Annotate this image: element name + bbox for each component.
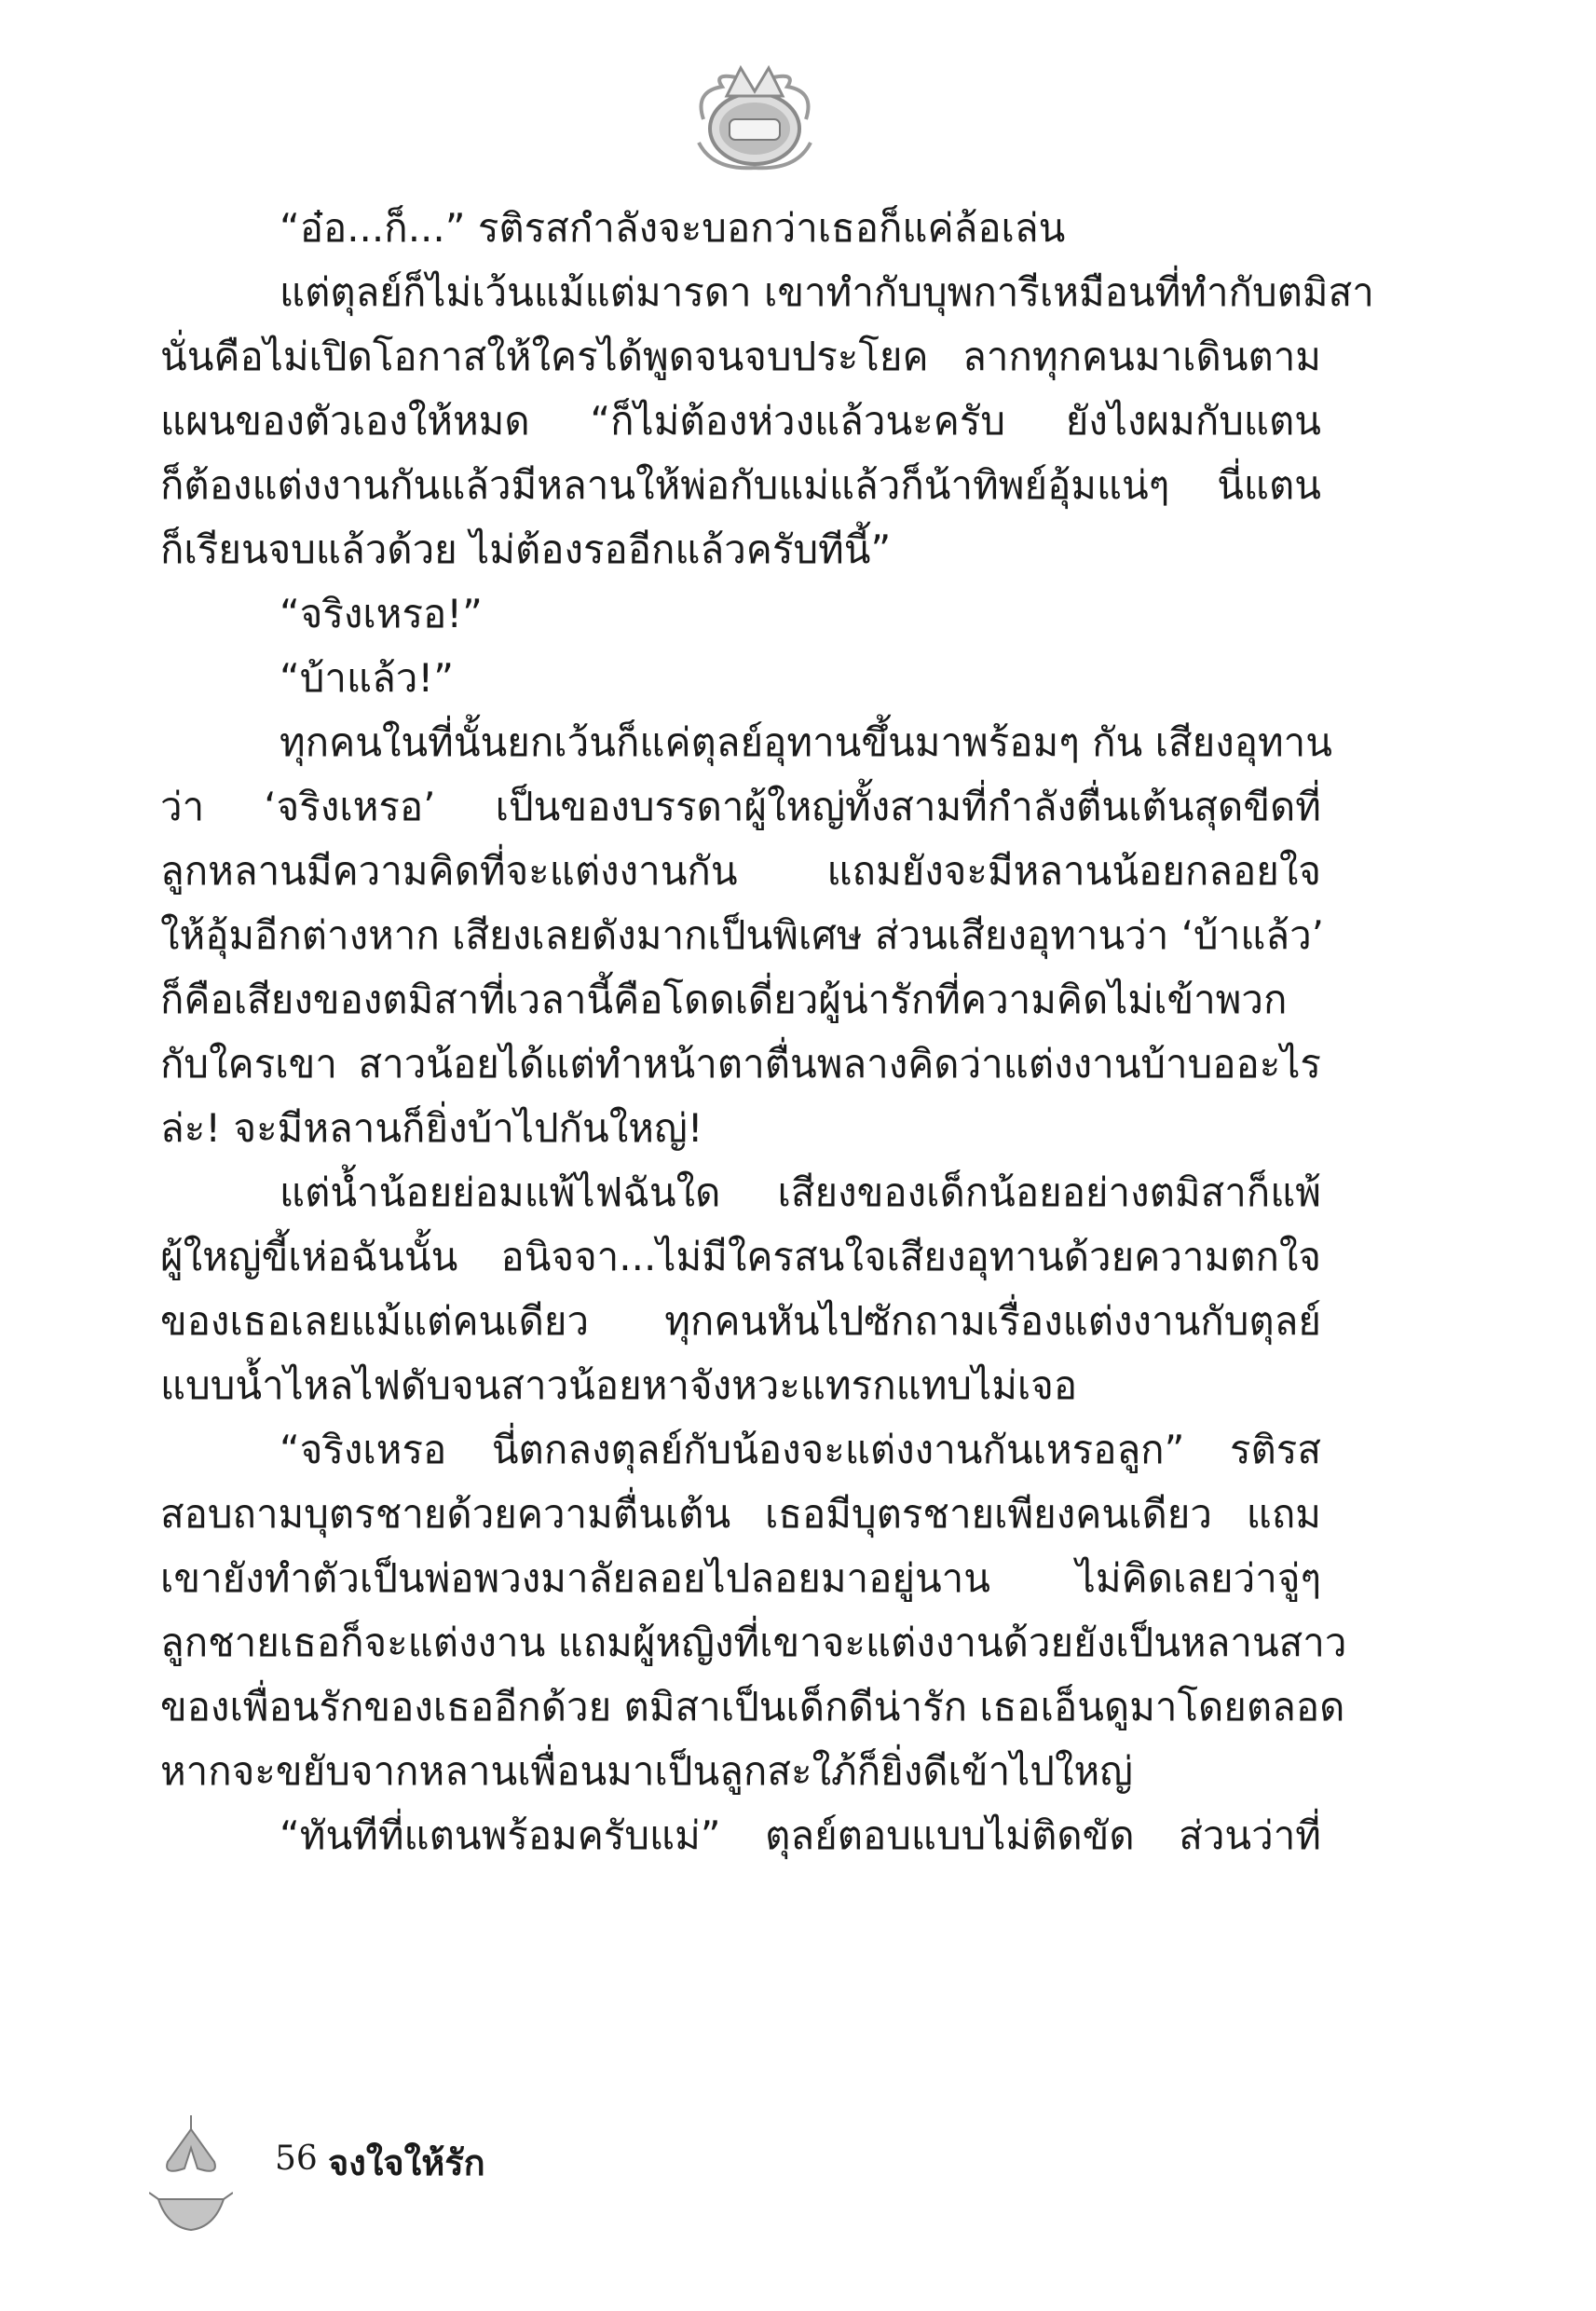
text-line: “จริงเหรอ!” bbox=[280, 591, 483, 636]
text-line: แบบน้ำไหลไฟดับจนสาวน้อยหาจังหวะแทรกแทบไม่เจอ bbox=[160, 1362, 1078, 1408]
page-number: 56 bbox=[275, 2140, 318, 2178]
text-line: “จริงเหรอ นี่ตกลงตุลย์กับน้องจะแต่งงานกันเหรอลูก” รติรส bbox=[280, 1427, 1321, 1472]
text-line: ให้อุ้มอีกต่างหาก เสียงเลยดังมากเป็นพิเศษ ส่วนเสียงอุทานว่า ‘บ้าแล้ว’ bbox=[160, 912, 1325, 958]
text-line: แผนของตัวเองให้หมด “ก็ไม่ต้องห่วงแล้วนะครับ ยังไงผมกับแตน bbox=[160, 398, 1321, 444]
text-line: ว่า ‘จริงเหรอ’ เป็นของบรรดาผู้ใหญ่ทั้งสามที่กำลังตื่นเต้นสุดขีดที่ bbox=[160, 784, 1321, 829]
text-line: เขายังทำตัวเป็นพ่อพวงมาลัยลอยไปลอยมาอยู่นาน ไม่คิดเลยว่าจู่ๆ bbox=[160, 1555, 1321, 1601]
text-line: แต่น้ำน้อยย่อมแพ้ไฟฉันใด เสียงของเด็กน้อยอย่างตมิสาก็แพ้ bbox=[280, 1169, 1321, 1215]
text-line: หากจะขยับจากหลานเพื่อนมาเป็นลูกสะใภ้ก็ยิ่งดีเข้าไปใหญ่ bbox=[160, 1748, 1133, 1794]
text-line: ก็ต้องแต่งงานกันแล้วมีหลานให้พ่อกับแม่แล้วก็น้าทิพย์อุ้มแน่ๆ นี่แตน bbox=[160, 462, 1321, 508]
publisher-logo-icon bbox=[685, 54, 825, 175]
text-line: ทุกคนในที่นั้นยกเว้นก็แค่ตุลย์อุทานขึ้นมาพร้อมๆ กัน เสียงอุทาน bbox=[280, 719, 1332, 765]
text-line: ลูกหลานมีความคิดที่จะแต่งงานกัน แถมยังจะมีหลานน้อยกลอยใจ bbox=[160, 848, 1321, 894]
text-line: “ทันทีที่แตนพร้อมครับแม่” ตุลย์ตอบแบบไม่ติดขัด ส่วนว่าที่ bbox=[280, 1812, 1321, 1858]
text-line: ลูกชายเธอก็จะแต่งงาน แถมผู้หญิงที่เขาจะแต่งงานด้วยยังเป็นหลานสาว bbox=[160, 1620, 1347, 1665]
text-line: แต่ตุลย์ก็ไม่เว้นแม้แต่มารดา เขาทำกับบุพการีเหมือนที่ทำกับตมิสา bbox=[280, 269, 1374, 315]
body-text bbox=[160, 196, 1374, 1867]
text-line: สอบถามบุตรชายด้วยความตื่นเต้น เธอมีบุตรชายเพียงคนเดียว แถม bbox=[160, 1491, 1321, 1537]
text-line: “อ๋อ...ก็...” รติรสกำลังจะบอกว่าเธอก็แค่ล้อเล่น bbox=[280, 205, 1066, 251]
text-line: นั่นคือไม่เปิดโอกาสให้ใครได้พูดจนจบประโยค ลากทุกคนมาเดินตาม bbox=[160, 334, 1321, 379]
text-line: กับใครเขา สาวน้อยได้แต่ทำหน้าตาตื่นพลางคิดว่าแต่งงานบ้าบออะไร bbox=[160, 1041, 1321, 1087]
book-title: จงใจให้รัก bbox=[328, 2142, 485, 2183]
text-line: ของเพื่อนรักของเธออีกด้วย ตมิสาเป็นเด็กดีน่ารัก เธอเอ็นดูมาโดยตลอด bbox=[160, 1684, 1345, 1730]
text-line: ผู้ใหญ่ขี้เห่อฉันนั้น อนิจจา...ไม่มีใครสนใจเสียงอุทานด้วยความตกใจ bbox=[160, 1234, 1321, 1279]
text-line: ล่ะ! จะมีหลานก็ยิ่งบ้าไปกันใหญ่! bbox=[160, 1105, 703, 1151]
text-line: ก็เรียนจบแล้วด้วย ไม่ต้องรออีกแล้วครับทีนี้” bbox=[160, 526, 892, 572]
text-line: ก็คือเสียงของตมิสาที่เวลานี้คือโดดเดี่ยวผู้น่ารักที่ความคิดไม่เข้าพวก bbox=[160, 977, 1288, 1022]
text-line: ของเธอเลยแม้แต่คนเดียว ทุกคนหันไปซักถามเรื่องแต่งงานกับตุลย์ bbox=[160, 1298, 1321, 1344]
text-line: “บ้าแล้ว!” bbox=[280, 655, 454, 701]
bikini-icon bbox=[149, 2111, 233, 2241]
